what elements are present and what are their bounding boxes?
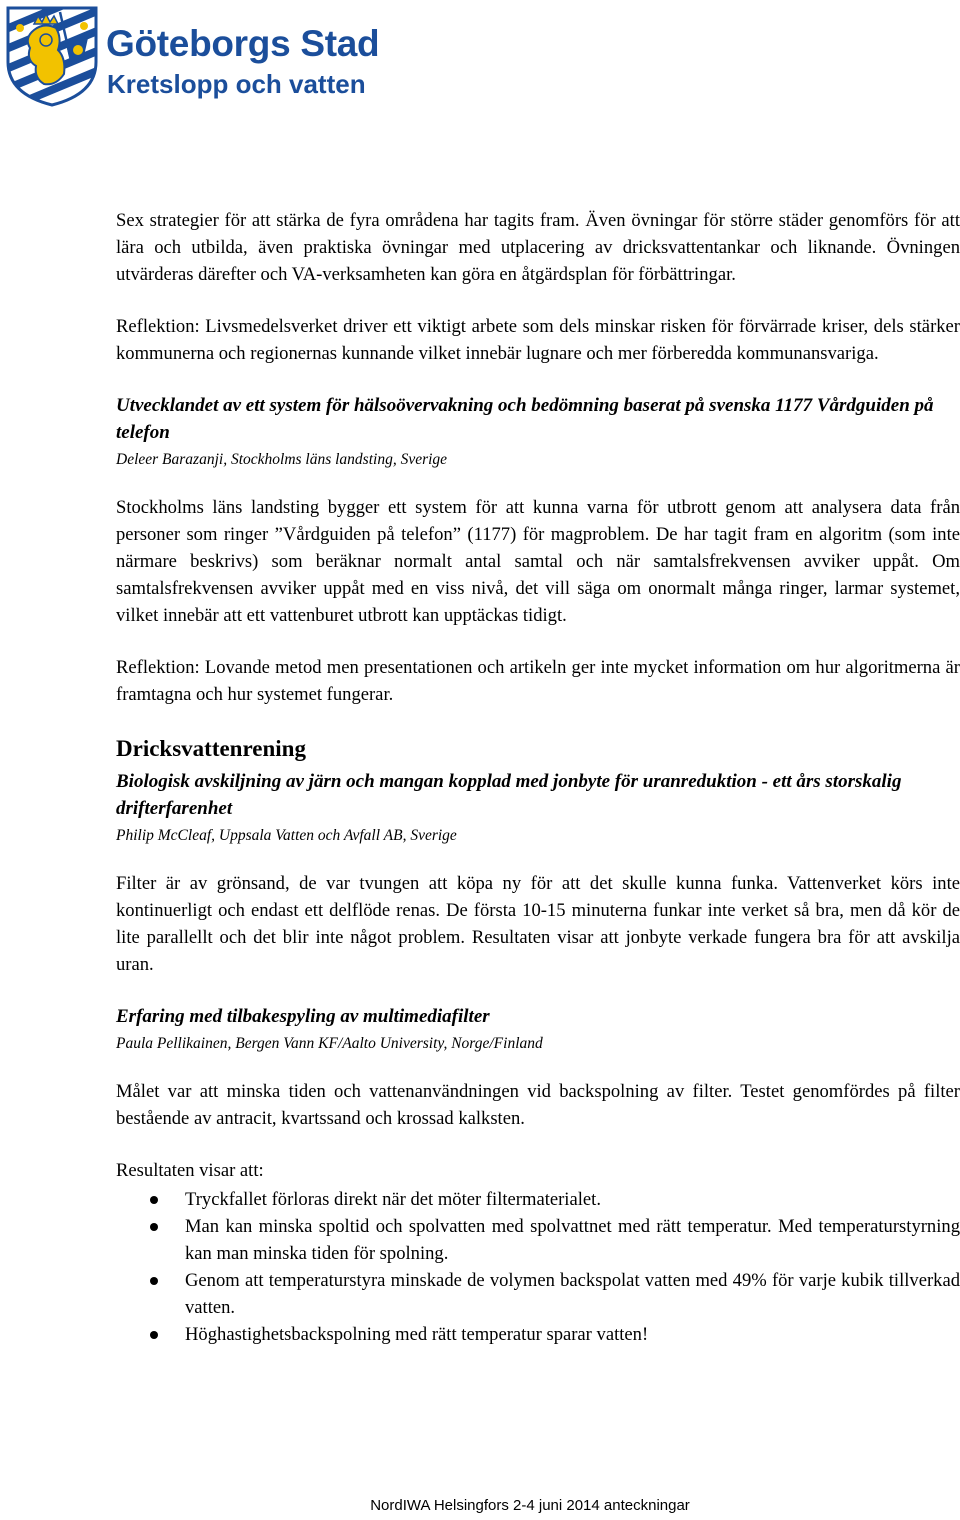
paragraph: Målet var att minska tiden och vattenanvändningen vid backspolning av filter. Testet genomfördes på filter bestående av antracit, kvartssand och krossad kalksten. <box>116 1081 960 1129</box>
coat-of-arms-icon <box>4 4 100 108</box>
reflection-paragraph: Reflektion: Lovande metod men presentationen och artikeln ger inte mycket information om hur algoritmerna är framtagna och hur systemet fungerar. <box>116 657 960 705</box>
results-list <box>116 1186 960 1348</box>
section-heading: Dricksvattenrening <box>116 736 306 761</box>
bullet-icon <box>150 1196 158 1204</box>
list-item: Höghastighetsbackspolning med rätt temperatur sparar vatten! <box>116 1321 960 1348</box>
paragraph: Stockholms läns landsting bygger ett system för att kunna varna för utbrott genom att analysera data från personer som ringer ”Vårdguiden på telefon” (1177) för magproblem. De har tagit fram en algoritm (som inte närmare beskrivs) som beräknar normalt antal samtal och när samtalsfrekvensen avviker uppåt. Om samtalsfrekvensen avviker uppåt med en viss nivå, det vill säga om onormalt många ringer, larmar systemet, vilket innebär att ett vattenburet utbrott kan upptäckas tidigt. <box>116 497 960 626</box>
article-author: Philip McCleaf, Uppsala Vatten och Avfall AB, Sverige <box>116 827 457 844</box>
reflection-paragraph: Reflektion: Livsmedelsverket driver ett viktigt arbete som dels minskar risken för förvärrade kriser, dels stärker kommunerna och regionernas kunnande vilket innebär lugnare och mer förberedda kommunansvariga. <box>116 316 960 364</box>
article-title: Biologisk avskiljning av järn och mangan kopplad med jonbyte för uranreduktion - ett års storskalig drifterfarenhet <box>116 771 902 819</box>
org-name: Göteborgs Stad <box>106 23 380 64</box>
list-item: Genom att temperaturstyra minskade de volymen backspolat vatten med 49% för varje kubik tillverkad vatten. <box>116 1267 960 1321</box>
department-name: Kretslopp och vatten <box>107 69 366 99</box>
article-author: Paula Pellikainen, Bergen Vann KF/Aalto University, Norge/Finland <box>116 1035 543 1052</box>
list-item: Man kan minska spoltid och spolvatten med spolvattnet med rätt temperatur. Med temperaturstyrning kan man minska tiden för spolning. <box>116 1213 960 1267</box>
bullet-icon <box>150 1277 158 1285</box>
article-author: Deleer Barazanji, Stockholms läns landsting, Sverige <box>116 451 448 468</box>
document-body <box>116 207 960 1348</box>
paragraph: Filter är av grönsand, de var tvungen att köpa ny för att det skulle kunna funka. Vattenverket körs inte kontinuerligt och endast ett delflöde renas. De första 10-15 minuterna funkar inte verket så bra, men då kör de lite parallellt och det blir inte något problem. Resultaten visar att jonbyte verkade fungera bra för att avskilja uran. <box>116 873 960 975</box>
paragraph: Sex strategier för att stärka de fyra områdena har tagits fram. Även övningar för större städer genomförs för att lära och utbilda, även praktiska övningar med utplacering av dricksvattentankar och liknande. Övningen utvärderas därefter och VA-verksamheten kan göra en åtgärdsplan för förbättringar. <box>116 210 960 285</box>
article-title: Erfaring med tilbakespyling av multimediafilter <box>116 1006 490 1027</box>
page-footer: NordIWA Helsingfors 2-4 juni 2014 anteckningar <box>370 1497 690 1514</box>
article-title: Utvecklandet av ett system för hälsoövervakning och bedömning baserat på svenska 1177 Vårdguiden på telefon <box>116 395 934 443</box>
bullet-icon <box>150 1331 158 1339</box>
list-item: Tryckfallet förloras direkt när det möter filtermaterialet. <box>116 1186 960 1213</box>
bullet-icon <box>150 1223 158 1231</box>
results-intro: Resultaten visar att: <box>116 1160 264 1181</box>
